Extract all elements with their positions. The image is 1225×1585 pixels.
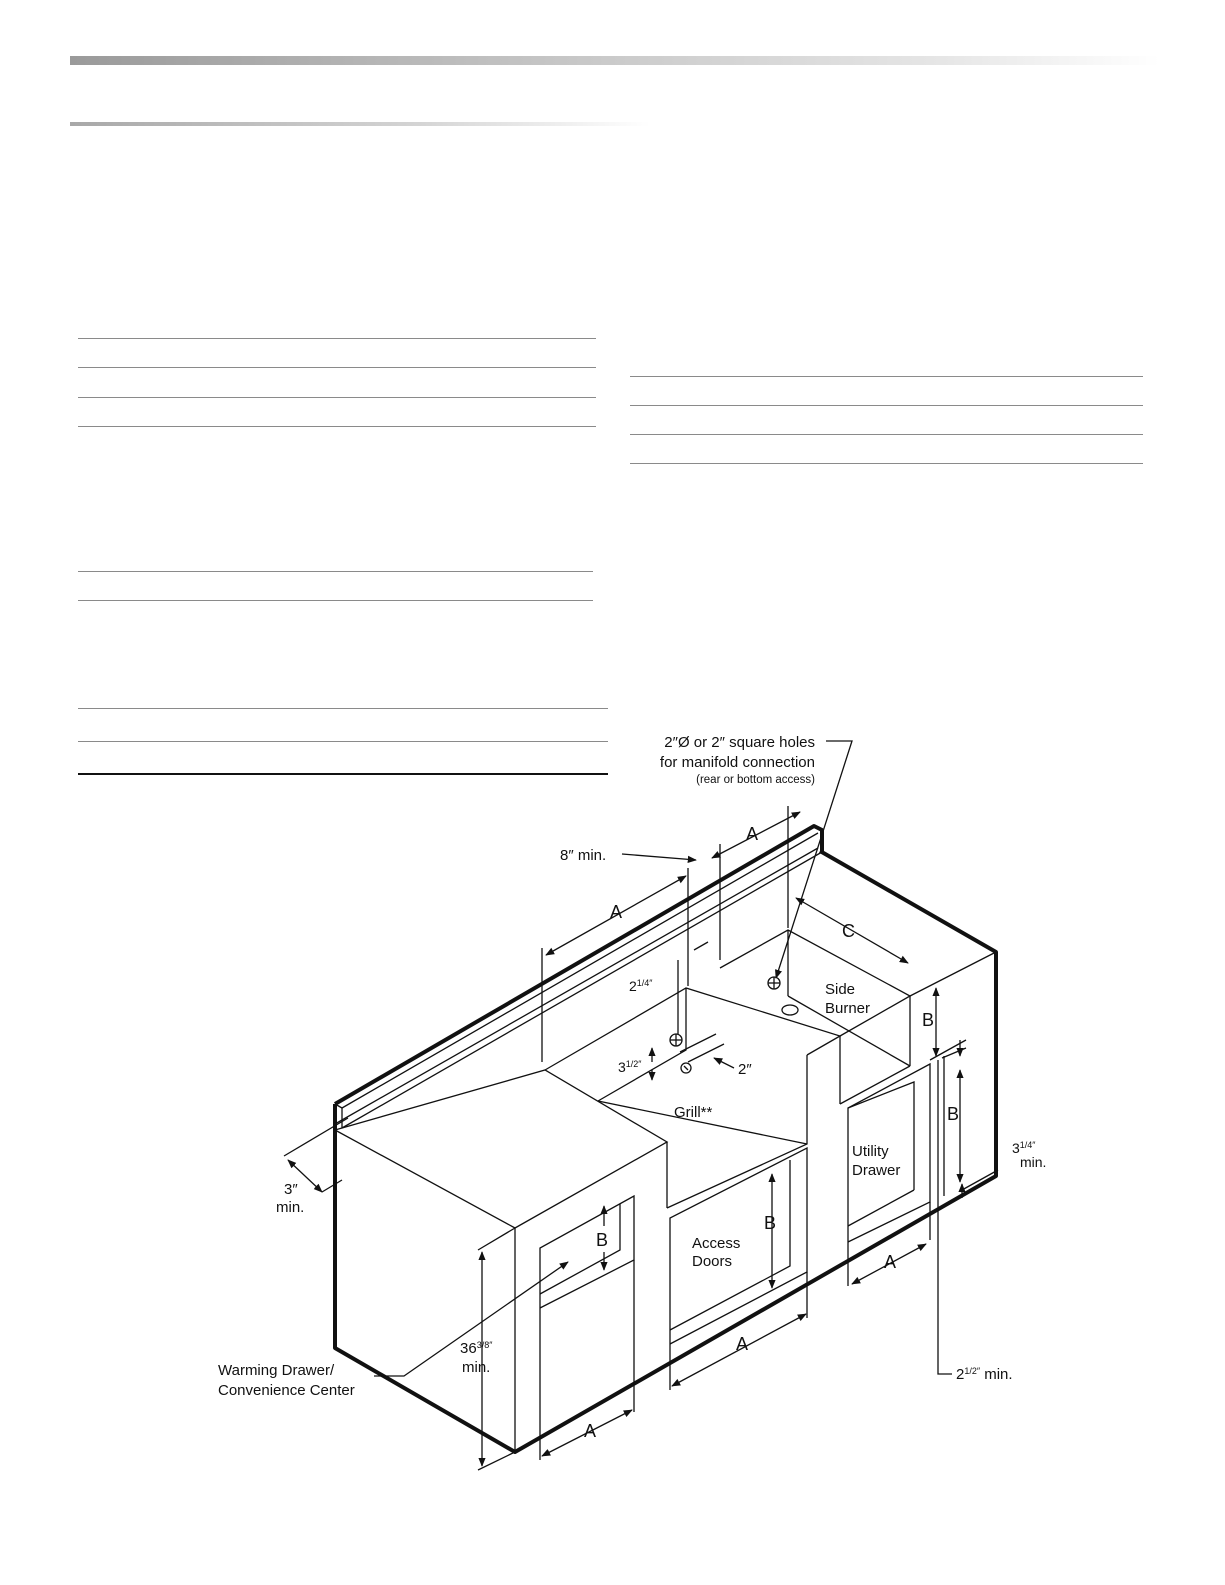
three-quarter-min-label: min.	[1020, 1154, 1047, 1170]
manifold-label-line3: (rear or bottom access)	[696, 774, 815, 786]
dim-b-access: B	[764, 1213, 777, 1233]
eight-min-label: 8″ min.	[560, 847, 607, 864]
manifold-holes	[670, 977, 798, 1073]
dimension-lines	[284, 741, 998, 1470]
height-min-label: min.	[462, 1359, 491, 1376]
two-half-min-label: $2^{1/2''}$ min.	[956, 1366, 1013, 1383]
diagram-labels	[218, 734, 1046, 1441]
manifold-label-line1: 2″Ø or 2″ square holes	[664, 734, 815, 751]
dim-b-utility: B	[947, 1104, 960, 1124]
access-doors-label-1: Access	[692, 1235, 741, 1252]
side-burner-label-1: Side	[825, 981, 856, 998]
two-quarter-label: $2^{1/4''}$	[629, 978, 653, 994]
dim-a-access: A	[736, 1334, 749, 1354]
access-doors-label-2: Doors	[692, 1253, 733, 1270]
warming-drawer-label-2: Convenience Center	[218, 1382, 355, 1399]
two-inch-label: 2″	[738, 1061, 752, 1078]
dim-a-warming: A	[584, 1421, 597, 1441]
side-burner-label-2: Burner	[825, 1000, 871, 1017]
three-inch-label: 3″	[284, 1181, 298, 1198]
utility-drawer-label-2: Drawer	[852, 1162, 901, 1179]
island-outline	[335, 826, 996, 1452]
three-half-label: $3^{1/2''}$	[618, 1059, 642, 1075]
dim-b-side-burner: B	[922, 1010, 935, 1030]
height-label: $36^{3/8''}$	[460, 1340, 493, 1357]
dim-a-top-right: A	[746, 824, 759, 844]
manifold-label-line2: for manifold connection	[659, 754, 815, 771]
warming-drawer-label-1: Warming Drawer/	[218, 1362, 335, 1379]
utility-drawer-label-1: Utility	[852, 1143, 889, 1160]
three-quarter-label: $3^{1/4''}$	[1012, 1140, 1036, 1156]
dim-a-utility: A	[884, 1252, 897, 1272]
grill-label: Grill**	[674, 1104, 713, 1121]
dim-b-warming: B	[596, 1230, 609, 1250]
three-inch-min-label: min.	[276, 1199, 305, 1216]
dim-c: C	[842, 921, 855, 941]
dim-a-top-left: A	[610, 902, 623, 922]
